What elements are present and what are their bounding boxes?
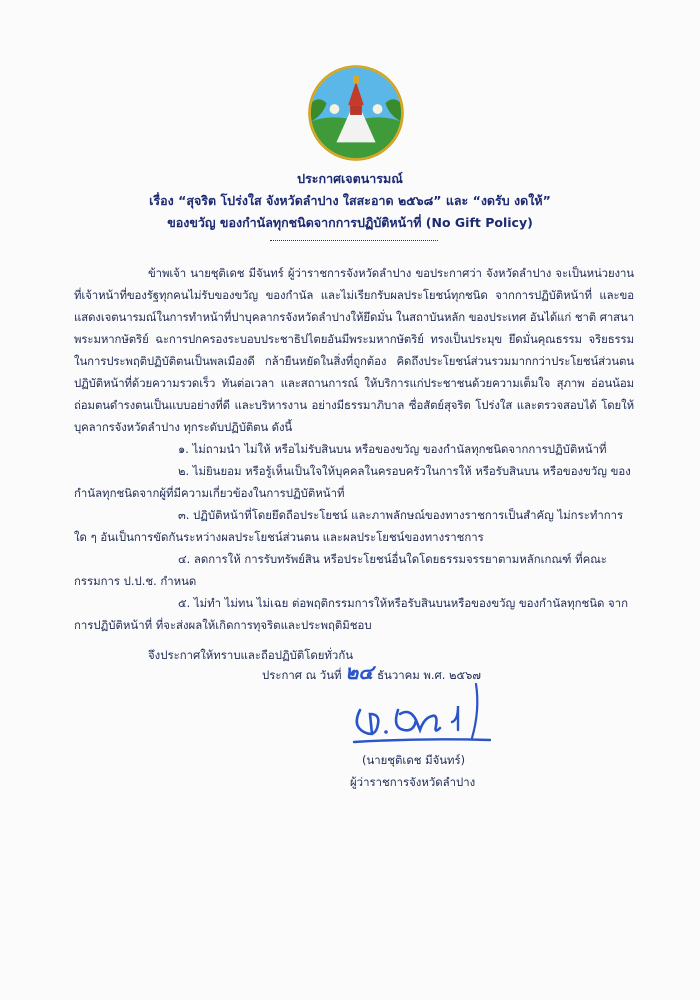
list-item-2: ๒. ไม่ยินยอม หรือรู้เห็นเป็นใจให้บุคคลในครอบครัวในการให้ หรือรับสินบน หรือของขวัญ ของกำนัลทุกชนิดจากผู้ที่มีความเกี่ยวข้องในการปฏิบัติหน้าที่ [74,464,631,500]
date-day: ๒๔ [345,660,374,684]
list-item-1: ๑. ไม่ถามนำ ไม่ให้ หรือไม่รับสินบน หรือของขวัญ ของกำนัลทุกชนิดจากการปฏิบัติหน้าที่ [178,442,607,456]
date-prefix: ประกาศ ณ วันที่ [262,668,342,682]
subject-line-2: ของขวัญ ของกำนัลทุกชนิดจากการปฏิบัติหน้าที่ (No Gift Policy) [167,215,533,230]
signatory-position: ผู้ว่าราชการจังหวัดลำปาง [350,775,476,789]
list-item-4: ๔. ลดการให้ การรับทรัพย์สิน หรือประโยชน์อื่นใดโดยธรรมจรรยาตามหลักเกณฑ์ ที่คณะกรรมการ ป.ป.ช. กำหนด [74,552,607,588]
intro-paragraph: ข้าพเจ้า นายชุติเดช มีจันทร์ ผู้ว่าราชการจังหวัดลำปาง ขอประกาศว่า จังหวัดลำปาง จะเป็นหน่วยงานที่เจ้าหน้าที่ของรัฐทุกคนไม่รับของขวัญ ของกำนัล และไม่เรียกรับผลประโยชน์ทุกชนิด จากการปฏิบัติหน้าที่ และขอแสดงเจตนารมณ์ในการทำหน้าที่ปาบุคลากรจังหวัดลำปางให้ยึดมั่น ในสถาบันหลัก ของประเทศ อันได้แก่ ชาติ ศาสนา พระมหากษัตริย์ ฉะการปกครองระบอบประชาธิปไตยอันมีพระมหากษัตริย์ ทรงเป็นประมุข ยึดมั่นคุณธรรม จริยธรรมในการประพฤติปฏิบัติตนเป็นพลเมืองดี กล้ายืนหยัดในสิ่งที่ถูกต้อง คิดถึงประโยชน์ส่วนรวมมากกว่าประโยชน์ส่วนตน ปฏิบัติหน้าที่ด้วยความรวดเร็ว ทันต่อเวลา และสถานการณ์ ให้บริการแก่ประชาชนด้วยความเต็มใจ สุภาพ อ่อนน้อมถ่อมตนดำรงตนเป็นแบบอย่างที่ดี และบริหารงาน อย่างมีธรรมาภิบาล ซื่อสัตย์สุจริต โปร่งใส และตรวจสอบได้ โดยให้บุคลากรจังหวัดลำปาง ทุกระดับปฏิบัติตน ดังนี้ [74,266,634,434]
handwritten-signature [340,680,500,752]
list-item-3: ๓. ปฏิบัติหน้าที่โดยยึดถือประโยชน์ และภาพลักษณ์ของทางราชการเป็นสำคัญ ไม่กระทำการใด ๆ อันเป็นการขัดกันระหว่างผลประโยชน์ส่วนตน และผลประโยชน์ของทางราชการ [74,508,624,544]
subject-line: เรื่อง “สุจริต โปร่งใส จังหวัดลำปาง ใสสะอาด ๒๕๖๘” และ “งดรับ งดให้” [149,193,551,208]
signatory-name: (นายชุติเดช มีจันทร์) [362,753,466,767]
lampang-province-seal-icon [307,64,405,162]
closing-statement: จึงประกาศให้ทราบและถือปฏิบัติโดยทั่วกัน [148,648,354,662]
title-block [0,168,700,234]
document-body [74,262,634,666]
list-item-5: ๕. ไม่ทำ ไม่ทน ไม่เฉย ต่อพฤติกรรมการให้หรือรับสินบนหรือของขวัญ ของกำนัลทุกชนิด จากการปฏิบัติหน้าที่ ที่จะส่งผลให้เกิดการทุจริตและประพฤติมิชอบ [74,596,629,632]
divider [270,240,438,241]
date-suffix: ธันวาคม พ.ศ. ๒๕๖๗ [377,668,481,682]
document-title: ประกาศเจตนารมณ์ [297,171,403,186]
